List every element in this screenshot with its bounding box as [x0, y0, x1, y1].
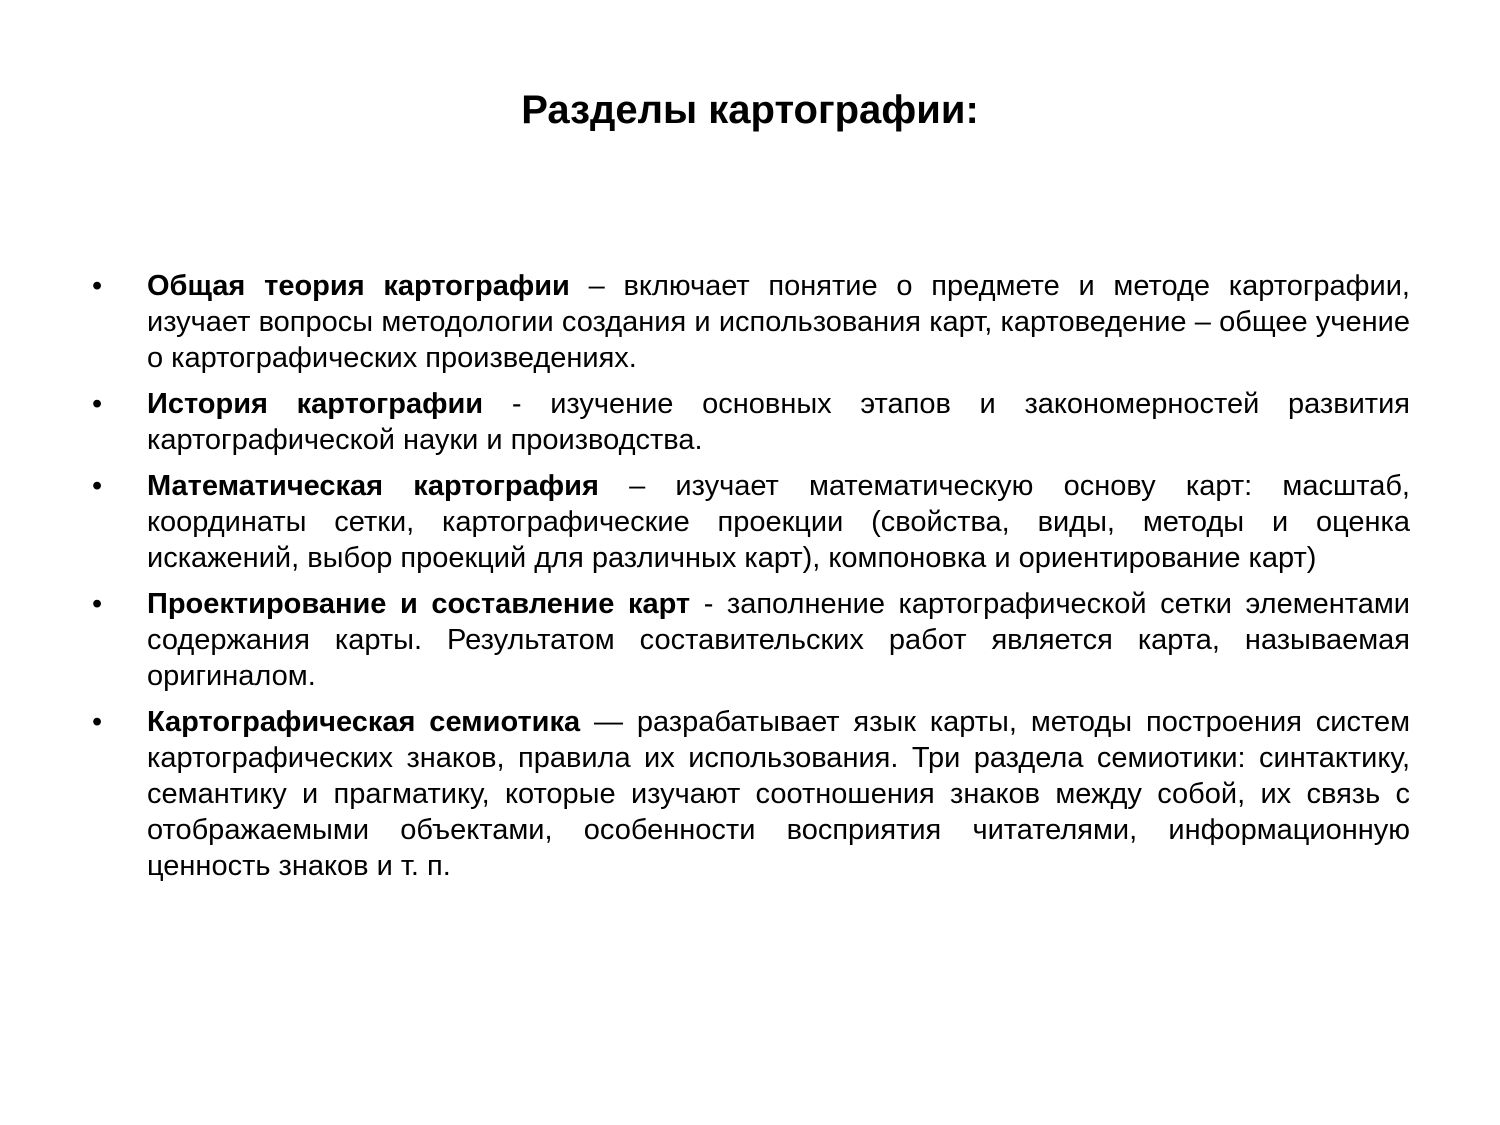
item-term: Математическая картография [147, 470, 599, 502]
bullet-dot-icon: • [92, 388, 103, 420]
item-text: - изучение основных этапов и закономерностей развития картографической науки и производства. [147, 388, 1410, 456]
item-term: Общая теория картографии [147, 270, 570, 302]
item-text: – изучает математическую основу карт: масштаб, координаты сетки, картографические проекции (свойства, виды, методы и оценка искажений, выбор проекций для различных карт), компоновка и ориентирование карт) [147, 470, 1410, 574]
bullet-dot-icon: • [92, 470, 103, 502]
item-term: Проектирование и составление карт [147, 588, 691, 620]
list-item [92, 268, 1410, 376]
list-item [92, 468, 1410, 576]
item-text: - заполнение картографической сетки элементами содержания карты. Результатом составительских работ является карта, называемая оригиналом. [147, 588, 1410, 692]
bullet-list [92, 268, 1410, 894]
list-item [92, 704, 1410, 884]
bullet-dot-icon: • [92, 588, 103, 620]
list-item [92, 386, 1410, 458]
item-text: — разрабатывает язык карты, методы построения систем картографических знаков, правила их использования. Три раздела семиотики: синтактику, семантику и прагматику, которые изучают соотношения знаков между собой, их связь с отображаемыми объектами, особенности восприятия читателями, информационную ценность знаков и т. п. [147, 706, 1411, 882]
item-text: – включает понятие о предмете и методе картографии, изучает вопросы методологии создания и использования карт, картоведение – общее учение о картографических произведениях. [147, 270, 1410, 374]
bullet-dot-icon: • [92, 270, 103, 302]
bullet-dot-icon: • [92, 706, 103, 738]
item-term: Картографическая семиотика [147, 706, 581, 738]
item-term: История картографии [147, 388, 484, 420]
list-item [92, 586, 1410, 694]
slide-title: Разделы картографии: [521, 88, 979, 132]
